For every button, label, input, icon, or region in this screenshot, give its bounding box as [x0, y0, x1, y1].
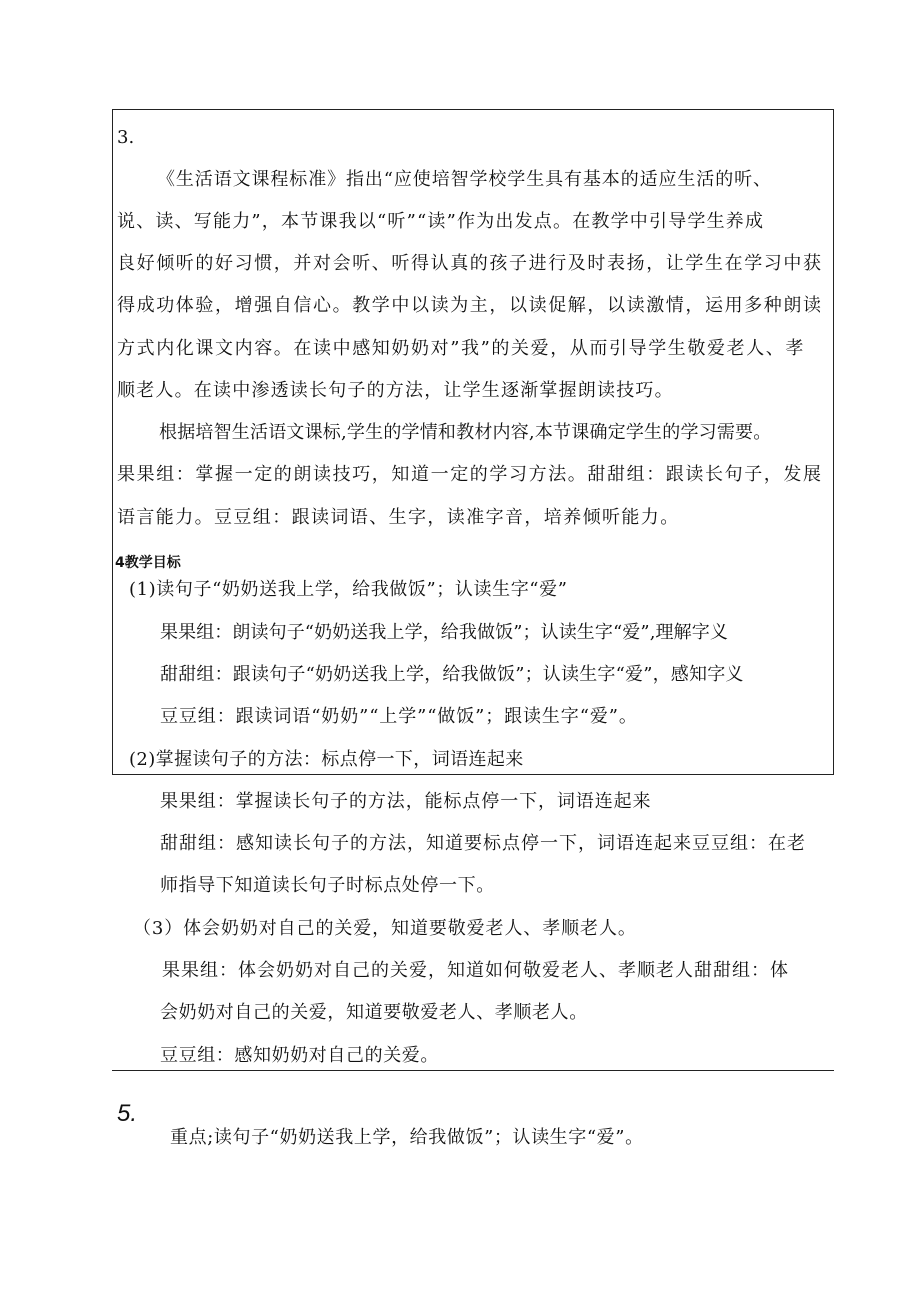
- goal-3-line-2: 会奶奶对自己的关爱，知道要敬爱老人、孝顺老人。: [160, 1002, 588, 1023]
- goal-3-line-1: 果果组：体会奶奶对自己的关爱，知道如何敬爱老人、孝顺老人甜甜组：体: [162, 960, 789, 981]
- goal-1-title: (1)读句子“奶奶送我上学，给我做饭”；认读生字“爱”: [129, 579, 568, 600]
- para1-line-2: 说、读、写能力”，本节课我以“听”“读”作为出发点。在教学中引导学生养成: [117, 211, 765, 232]
- para1-line-5: 方式内化课文内容。在读中感知奶奶对”我”的关爱，从而引导学生敬爱老人、孝: [117, 338, 806, 359]
- goal-2-title: (2)掌握读句子的方法：标点停一下，词语连起来: [129, 749, 524, 770]
- goal-1-line-2: 甜甜组：跟读句子“奶奶送我上学，给我做饭”；认读生字“爱”，感知字义: [160, 664, 744, 685]
- para2-line-1: 根据培智生活语文课标,学生的学情和教材内容,本节课确定学生的学习需要。: [159, 422, 772, 443]
- goal-1-line-1: 果果组：朗读句子“奶奶送我上学，给我做饭”；认读生字“爱”,理解字义: [160, 622, 728, 643]
- goal-1-line-3: 豆豆组：跟读词语“奶奶”“上学”“做饭”；跟读生字“爱”。: [160, 706, 638, 727]
- goal-3-title: （3）体会奶奶对自己的关爱，知道要敬爱老人、孝顺老人。: [133, 918, 637, 939]
- para1-line-3: 良好倾听的好习惯，并对会听、听得认真的孩子进行及时表扬，让学生在学习中获: [117, 253, 823, 274]
- section-5-heading: 5.: [117, 1100, 138, 1127]
- section-3-heading: 3.: [117, 127, 135, 148]
- goal-3-line-3: 豆豆组：感知奶奶对自己的关爱。: [160, 1045, 439, 1066]
- para1-line-1: 《生活语文课程标准》指出“应使培智学校学生具有基本的适应生活的听、: [157, 169, 772, 190]
- goal-2-line-1: 果果组：掌握读长句子的方法，能标点停一下，词语连起来: [160, 791, 652, 812]
- bottom-rule: [112, 1070, 834, 1071]
- para2-line-2: 果果组：掌握一定的朗读技巧，知道一定的学习方法。甜甜组：跟读长句子，发展: [117, 464, 823, 485]
- section-4-heading: 4教学目标: [115, 555, 181, 571]
- para1-line-6: 顺老人。在读中渗透读长句子的方法，让学生逐渐掌握朗读技巧。: [117, 380, 674, 401]
- section-5-line: 重点;读句子“奶奶送我上学，给我做饭”；认读生字“爱”。: [170, 1127, 644, 1148]
- goal-2-line-2: 甜甜组：感知读长句子的方法，知道要标点停一下，词语连起来豆豆组：在老: [160, 833, 806, 854]
- para1-line-4: 得成功体验，增强自信心。教学中以读为主，以读促解，以读激情，运用多种朗读: [117, 295, 823, 316]
- para2-line-3: 语言能力。豆豆组：跟读词语、生字，读准字音，培养倾听能力。: [117, 507, 680, 528]
- goal-2-line-3: 师指导下知道读长句子时标点处停一下。: [160, 875, 495, 896]
